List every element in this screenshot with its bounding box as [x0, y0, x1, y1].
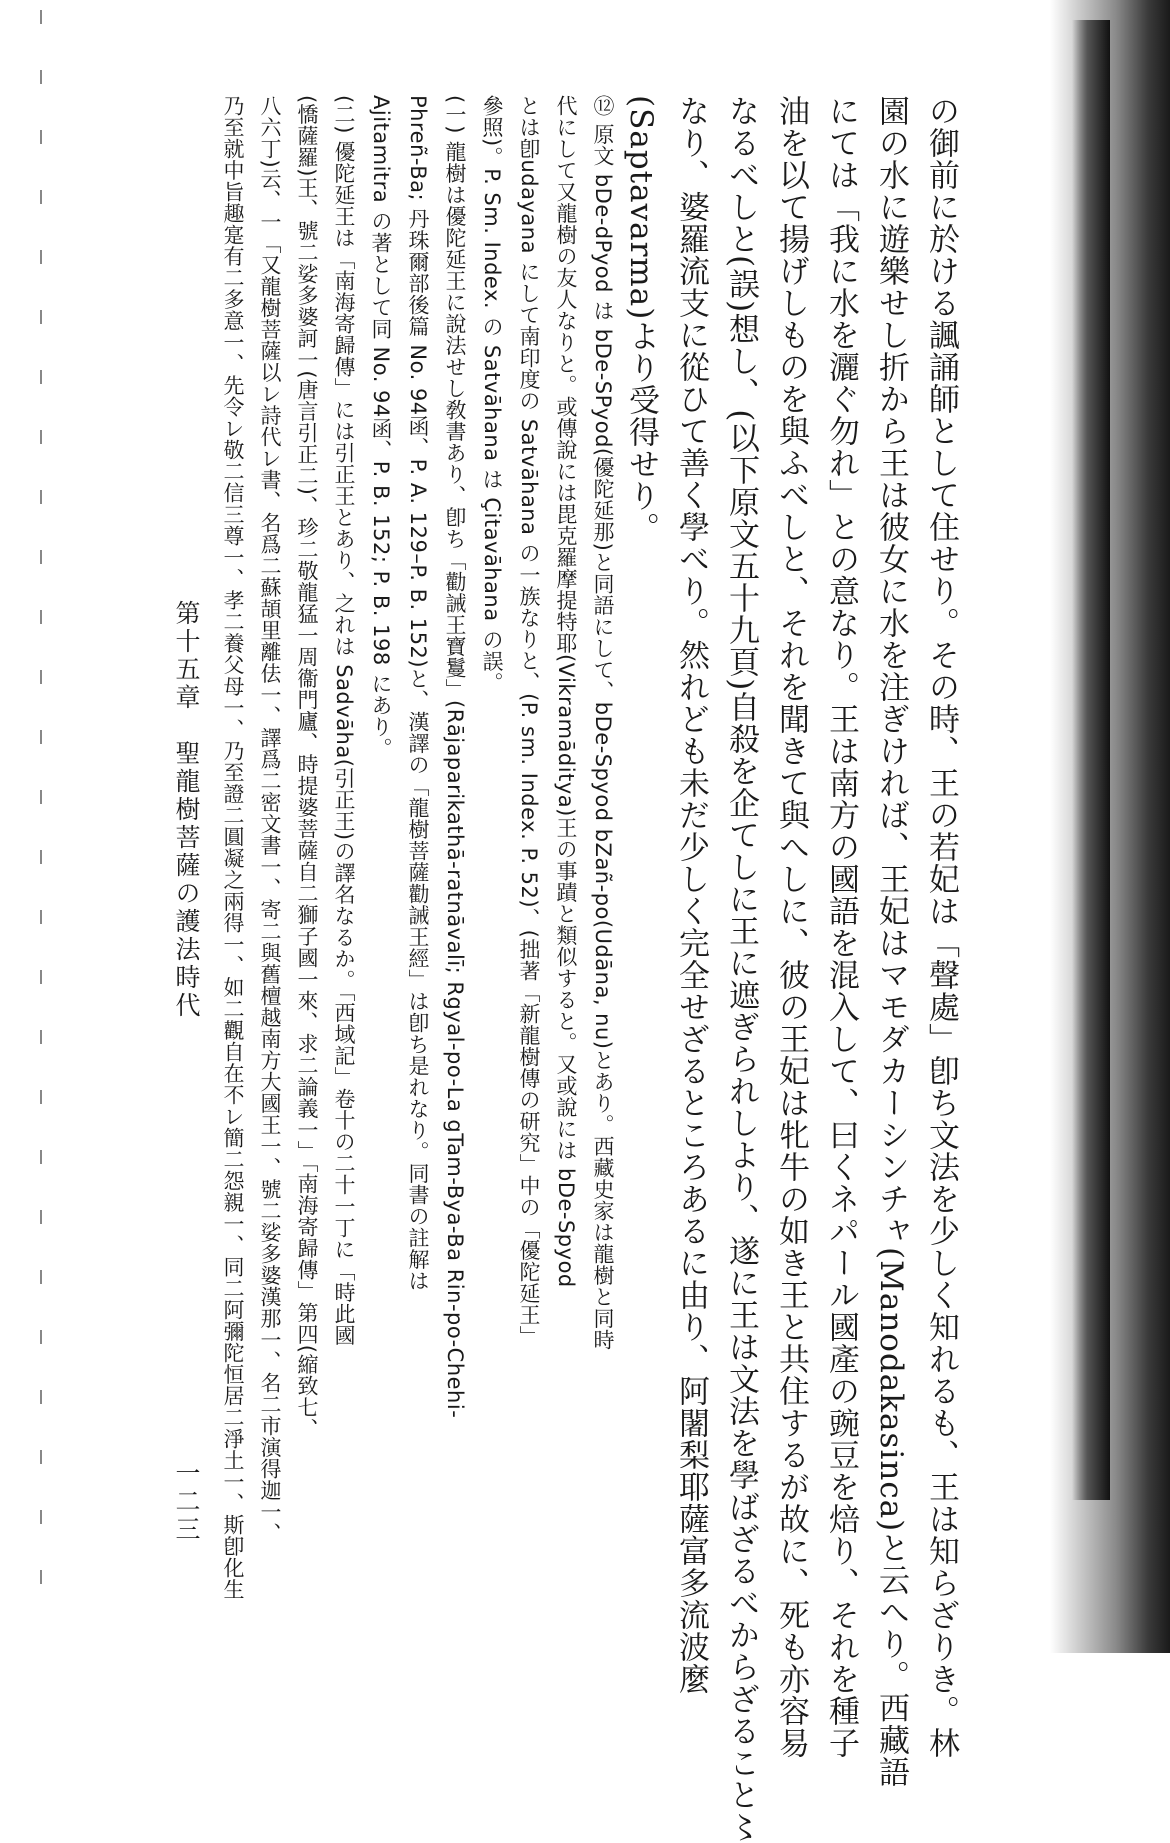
main-text-column: の御前に於ける諷誦師として住せり。その時、王の若妃は「聲處」卽ち文法を少しく知れるも、王は知らざりき。林	[923, 95, 959, 1759]
page-number: 一二三	[172, 1460, 201, 1544]
note-column: (憍薩羅)王、號二娑多婆訶一(唐言引正二)、珍二敬龍猛一周衞門廬、時提婆菩薩自二獅子國一來、求二論義一」「南海寄歸傳」第四(縮致七、	[295, 95, 319, 1440]
note-column: ⑫ 原文 bDe-dPyod は bDe-SPyod(優陀延那)と同語にして、bDe-Spyod bZañ-po(Udāna, nu)とあり。西藏史家は龍樹と同時	[591, 95, 615, 1351]
note-column: Ajitamitra の著として同 No. 94函、P. B. 152; P. B. 198 にあり。	[369, 95, 393, 759]
note-column: 代にして又龍樹の友人なりと。或傳說には毘克羅摩提特耶(Vikramāditya)王の事蹟と類似すると。又或說には bDe-Spyod	[554, 95, 578, 1288]
note-column: 乃至就中旨趣寔有二多意一、先令レ敬二信三尊一、孝二養父母一、乃至證二圓凝之兩得一、如二觀自在不レ簡二怨親一、同二阿彌陀恒居二淨土一、斯卽化生	[221, 95, 245, 1600]
note-column: (二) 優陀延王は「南海寄歸傳」には引正王とあり、之れは Sadvāha(引正王)の譯名なるか。「西域記」卷十の二十一丁に「時此國	[332, 95, 356, 1347]
main-text-column: 油を以て揚げしものを與ふべしと、それを聞きて與へしに、彼の王妃は牝牛の如き王と共住するが故に、死も亦容易	[773, 95, 809, 1759]
chapter-title: 第十五章 聖龍樹菩薩の護法時代	[172, 600, 201, 1020]
left-margin-dashes	[40, 10, 42, 1610]
binding-shadow	[1050, 0, 1170, 1653]
note-column: Phreñ-Ba; 丹珠爾部後篇 No. 94函、P. A. 129–P. B. 152)と、漢譯の「龍樹菩薩勸誡王經」は卽ち是れなり。同書の註解は	[406, 95, 430, 1292]
binding-edge	[1072, 20, 1110, 1500]
main-text-column: なり、婆羅流支に從ひて善く學べり。然れども未だ少しく完全せざるところあるに由り、阿闍梨耶薩富多流波麼	[673, 95, 709, 1695]
note-column: 八六丁)云、一「又龍樹菩薩以レ詩代レ書、名爲二蘇頡里離佉一、譯爲二密文書一、寄二與舊檀越南方大國王一、號二娑多婆漢那一、名二市演得迦一、	[258, 95, 282, 1545]
main-text-column: 園の水に遊樂せし折から王は彼女に水を注ぎければ、王妃はマモダカーシンチャ(Manodakasinca)と云へり。西藏語	[873, 95, 909, 1789]
main-text-column: にては「我に水を灑ぐ勿れ」との意なり。王は南方の國語を混入して、曰くネパール國產の豌豆を焙り、それを種子	[823, 95, 859, 1759]
main-text-column: なるべしと(誤)想し、(以下原文五十九頁)自殺を企てしに王に遮ぎられしより、遂に王は文法を學ばざるべからざること〻	[723, 95, 759, 1843]
main-text-column: (Saptavarma)より受得せり。	[623, 95, 659, 545]
note-column: (一) 龍樹は優陀延王に說法せし敎書あり、卽ち「勸誡王寶鬘」(Rājaparikathā-ratnāvalī; Rgyal-po-La gTam-Bya-Ba Rin-po-Chehi-	[443, 95, 467, 1419]
note-column: 參照)。P. Sm. Index. の Satvāhana は Çitavāhana の誤。	[480, 95, 504, 694]
note-column: とは卽udayana にして南印度の Satvāhana の一族なりと、(P. sm. Index. P. 52)、(拙著「新龍樹傳の研究」中の「優陀延王」	[517, 95, 541, 1347]
